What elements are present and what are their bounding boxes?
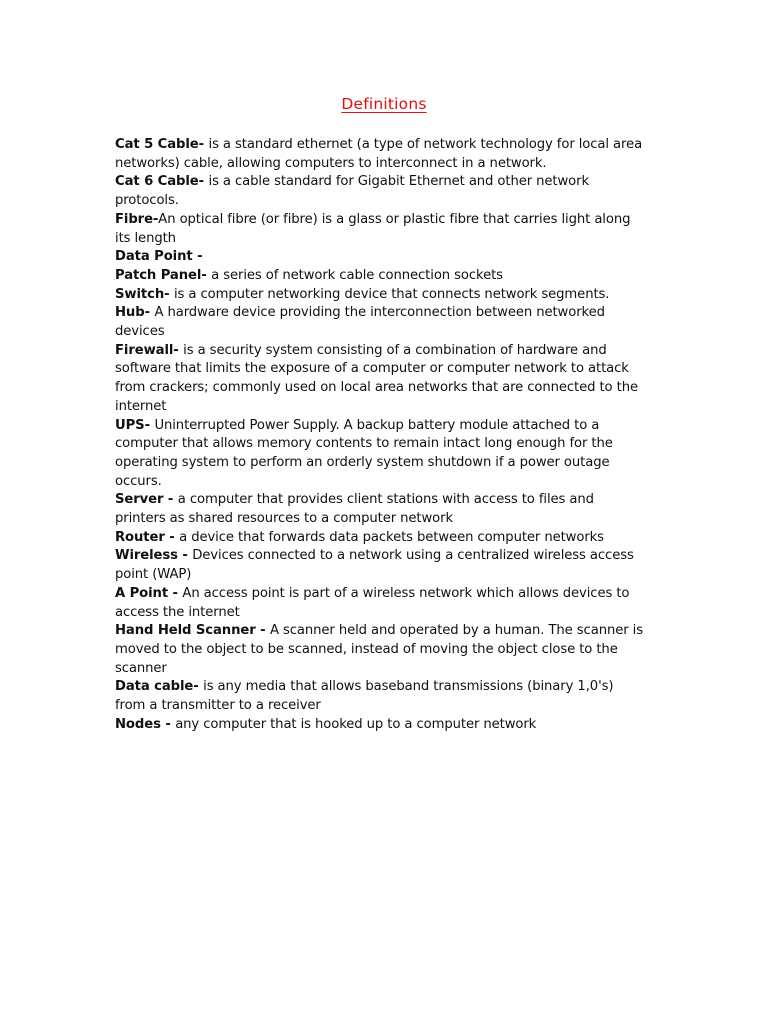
definition-item <box>115 211 643 248</box>
definition-term: Hub- <box>115 305 155 321</box>
definition-term: Data Point - <box>115 249 203 265</box>
definition-text: Uninterrupted Power Supply. A backup battery module attached to a computer that allows memory contents to remain intact long enough for the operating system to perform an orderly system shutdown if a power outage occurs. <box>115 417 613 489</box>
definition-term: Cat 6 Cable- <box>115 174 209 190</box>
definition-term: Cat 5 Cable- <box>115 137 209 152</box>
definitions-list <box>115 136 643 735</box>
definition-item <box>115 417 643 492</box>
definition-text: is a cable standard for Gigabit Ethernet and other network protocols. <box>115 174 589 209</box>
definition-term: Router - <box>115 529 180 545</box>
definition-item <box>115 547 643 584</box>
definition-term: Fibre- <box>115 211 159 227</box>
definition-term: Nodes - <box>115 716 176 732</box>
definition-item <box>115 716 643 735</box>
definition-item <box>115 248 643 267</box>
definition-term: Server - <box>115 492 178 508</box>
definition-term: A Point - <box>115 585 183 601</box>
definition-item <box>115 622 643 678</box>
page-title-text: Definitions <box>341 95 427 113</box>
definition-term: UPS- <box>115 417 155 433</box>
definition-text: A hardware device providing the interconnection between networked devices <box>115 305 605 340</box>
definition-item <box>115 304 643 341</box>
definition-item <box>115 267 643 286</box>
definition-term: Switch- <box>115 286 174 302</box>
page-title <box>0 94 768 114</box>
definition-text: a device that forwards data packets between computer networks <box>179 529 604 545</box>
definition-text: a series of network cable connection sockets <box>211 267 503 283</box>
definition-term: Firewall- <box>115 342 184 358</box>
definition-item <box>115 173 643 210</box>
definition-item <box>115 529 643 548</box>
definition-text: An optical fibre (or fibre) is a glass or plastic fibre that carries light along its length <box>115 211 631 246</box>
definition-term: Patch Panel- <box>115 267 212 283</box>
definition-text: any computer that is hooked up to a computer network <box>175 716 537 732</box>
definition-text: is a standard ethernet (a type of network technology for local area networks) cable, allowing computers to interconnect in a network. <box>115 137 643 171</box>
definition-text: is a computer networking device that connects network segments. <box>173 286 610 302</box>
definition-text: Devices connected to a network using a centralized wireless access point (WAP) <box>115 548 634 583</box>
definition-term: Wireless - <box>115 548 193 564</box>
definition-item <box>115 491 643 528</box>
definition-term: Hand Held Scanner - <box>115 623 270 639</box>
definition-text: is a security system consisting of a combination of hardware and software that limits the exposure of a computer or computer network to attack from crackers; commonly used on local area networks that are connected to the internet <box>115 342 638 414</box>
definition-item <box>115 286 643 305</box>
definition-text: is any media that allows baseband transmissions (binary 1,0's) from a transmitter to a receiver <box>115 679 614 714</box>
definition-item <box>115 136 643 173</box>
definition-item <box>115 585 643 622</box>
definition-term: Data cable- <box>115 679 204 695</box>
definition-text: a computer that provides client stations with access to files and printers as shared resources to a computer network <box>115 492 594 527</box>
definition-item <box>115 342 643 417</box>
definition-text: A scanner held and operated by a human. The scanner is moved to the object to be scanned, instead of moving the object close to the scanner <box>115 623 643 676</box>
definition-item <box>115 678 643 715</box>
definition-text: An access point is part of a wireless network which allows devices to access the internet <box>115 585 630 620</box>
